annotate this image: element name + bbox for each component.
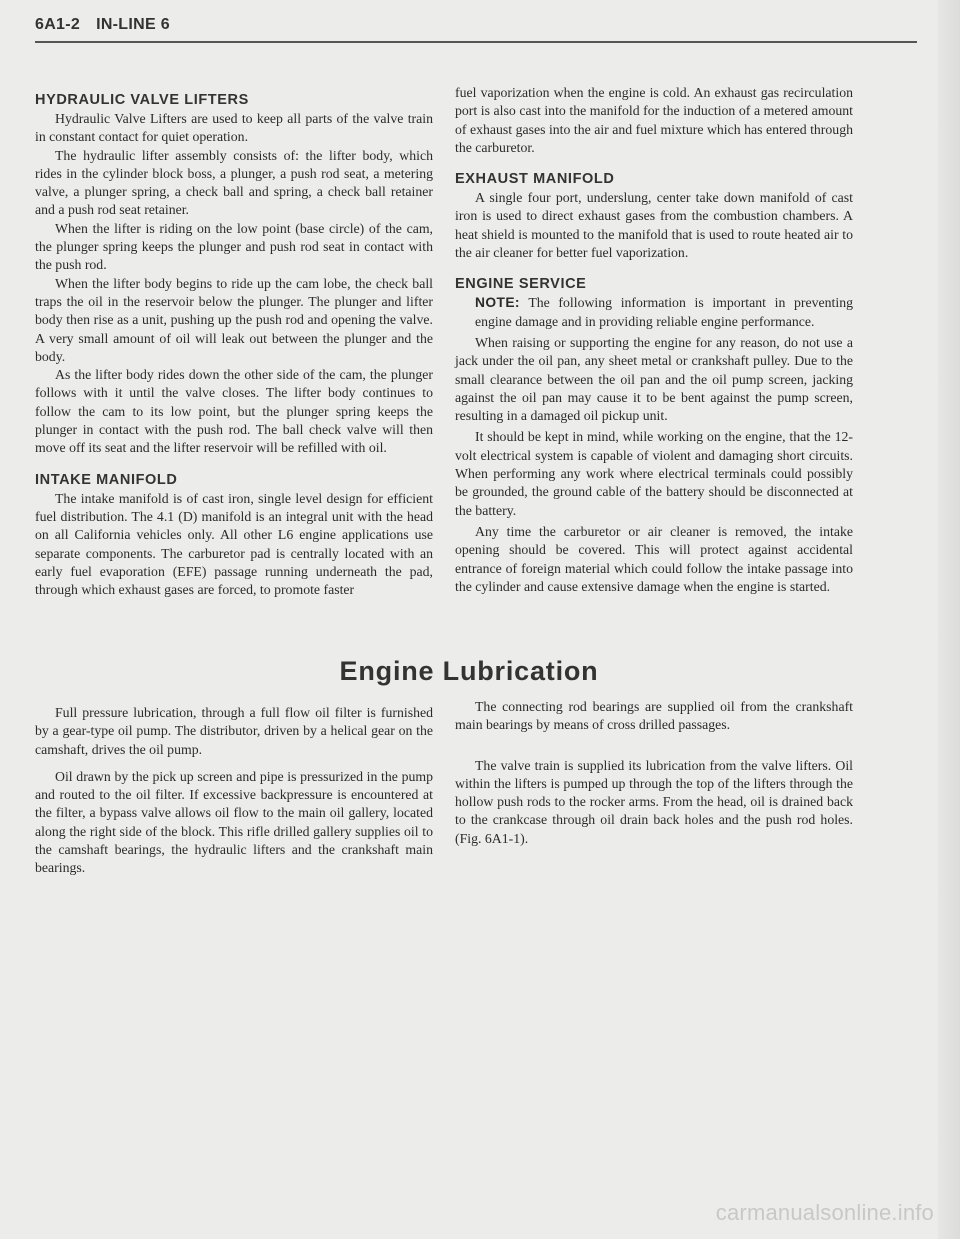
paragraph: Full pressure lubrication, through a full flow oil filter is furnished by a gear-type oil pump. The distributor, driven by a helical gear on the camshaft, drives the oil pump.: [35, 705, 433, 757]
paragraph: Oil drawn by the pick up screen and pipe is pressurized in the pump and routed to the oil filter. If excessive backpressure is encountered at the filter, a bypass valve allows oil flow to the main oil gallery, located along the right side of the block. This rifle drilled gallery supplies oil to the camshaft bearings, the hydraulic lifters and the crankshaft main bearings.: [35, 768, 433, 876]
paragraph: Hydraulic Valve Lifters are used to keep all parts of the valve train in constant contact for quiet operation.: [35, 111, 433, 145]
paragraph: The valve train is supplied its lubrication from the valve lifters. Oil within the lifters is pumped up through the top of the lifters through the hollow push rods to the rocker arms. From the head, oil is drained back to the crankcase through oil drain back holes and the push rod holes. (Fig. 6A1-1).: [455, 757, 853, 846]
paragraph: A single four port, underslung, center take down manifold of cast iron is used to direct exhaust gases from the combustion chambers. A heat shield is mounted to the manifold that is used to route heated air to the air cleaner for better fuel vaporization.: [455, 190, 853, 261]
heading-hydraulic-valve-lifters: HYDRAULIC VALVE LIFTERS: [35, 92, 249, 108]
left-column: [35, 90, 433, 599]
note-label: NOTE:: [475, 295, 520, 311]
page-edge-band: [938, 0, 960, 1239]
page-header: [35, 16, 170, 34]
heading-exhaust-manifold: EXHAUST MANIFOLD: [455, 171, 615, 188]
service-note: [475, 294, 853, 331]
right-column: [455, 84, 853, 596]
heading-engine-service: ENGINE SERVICE: [455, 276, 587, 293]
lubrication-left-column: [35, 704, 433, 887]
note-text: The following information is important in preventing engine damage and in providing reliable engine performance.: [475, 295, 853, 329]
paragraph: Any time the carburetor or air cleaner is removed, the intake opening should be covered. This will protect against accidental entrance of foreign material which could follow the intake passage into the cylinder and cause extensive damage when the engine is started.: [455, 523, 853, 594]
paragraph-continued: fuel vaporization when the engine is cold. An exhaust gas recirculation port is also cast into the manifold for the induction of a metered amount of exhaust gases into the air and fuel mixture which has entered through the carburetor.: [455, 85, 853, 155]
heading-intake-manifold: INTAKE MANIFOLD: [35, 471, 178, 488]
page-code: 6A1-2: [35, 16, 81, 33]
paragraph: When the lifter is riding on the low point (base circle) of the cam, the plunger spring keeps the plunger and push rod seat in contact with the push rod.: [35, 220, 433, 273]
paragraph: The connecting rod bearings are supplied oil from the crankshaft main bearings by means of cross drilled passages.: [455, 699, 853, 733]
footer-watermark: carmanualsonline.info: [715, 1200, 934, 1225]
section-name: IN-LINE 6: [96, 16, 170, 33]
paragraph: As the lifter body rides down the other side of the cam, the plunger follows with it until the valve closes. The lifter body continues to follow the cam to its low point, but the plunger spring keeps the plunger in contact with the push rod. The ball check valve will then move off its seat and the lifter reservoir will be refilled with oil.: [35, 367, 433, 456]
paragraph: When the lifter body begins to ride up the cam lobe, the check ball traps the oil in the reservoir below the plunger. The plunger and lifter body then rise as a unit, pushing up the push rod and opening the valve. A very small amount of oil will leak out between the plunger and the body.: [35, 275, 433, 364]
lubrication-right-column: [455, 698, 853, 857]
paragraph: It should be kept in mind, while working on the engine, that the 12-volt electrical system is capable of violent and damaging short circuits. When performing any work where electrical terminals could possibly be grounded, the ground cable of the battery should be disconnected at the battery.: [455, 429, 853, 518]
header-rule: [35, 41, 917, 43]
paragraph: The intake manifold is of cast iron, single level design for efficient fuel distribution. The 4.1 (D) manifold is an integral unit with the head on all California vehicles only. All other L6 engine applications use separate components. The carburetor pad is centrally located with an early fuel evaporation (EFE) passage running underneath the pad, through which exhaust gases are forced, to promote faster: [35, 490, 433, 598]
paragraph: The hydraulic lifter assembly consists of: the lifter body, which rides in the cylinder block boss, a plunger, a push rod seat, a metering valve, a plunger spring, a check ball and spring, a check ball retainer and a push rod seat retainer.: [35, 147, 433, 218]
section-title-engine-lubrication: Engine Lubrication: [339, 656, 599, 686]
paragraph: When raising or supporting the engine for any reason, do not use a jack under the oil pan, any sheet metal or crankshaft pulley. Due to the small clearance between the oil pan and the oil pump screen, jacking against the oil pan may cause it to be bent against the pump screen, resulting in a damaged oil pickup unit.: [455, 334, 853, 424]
